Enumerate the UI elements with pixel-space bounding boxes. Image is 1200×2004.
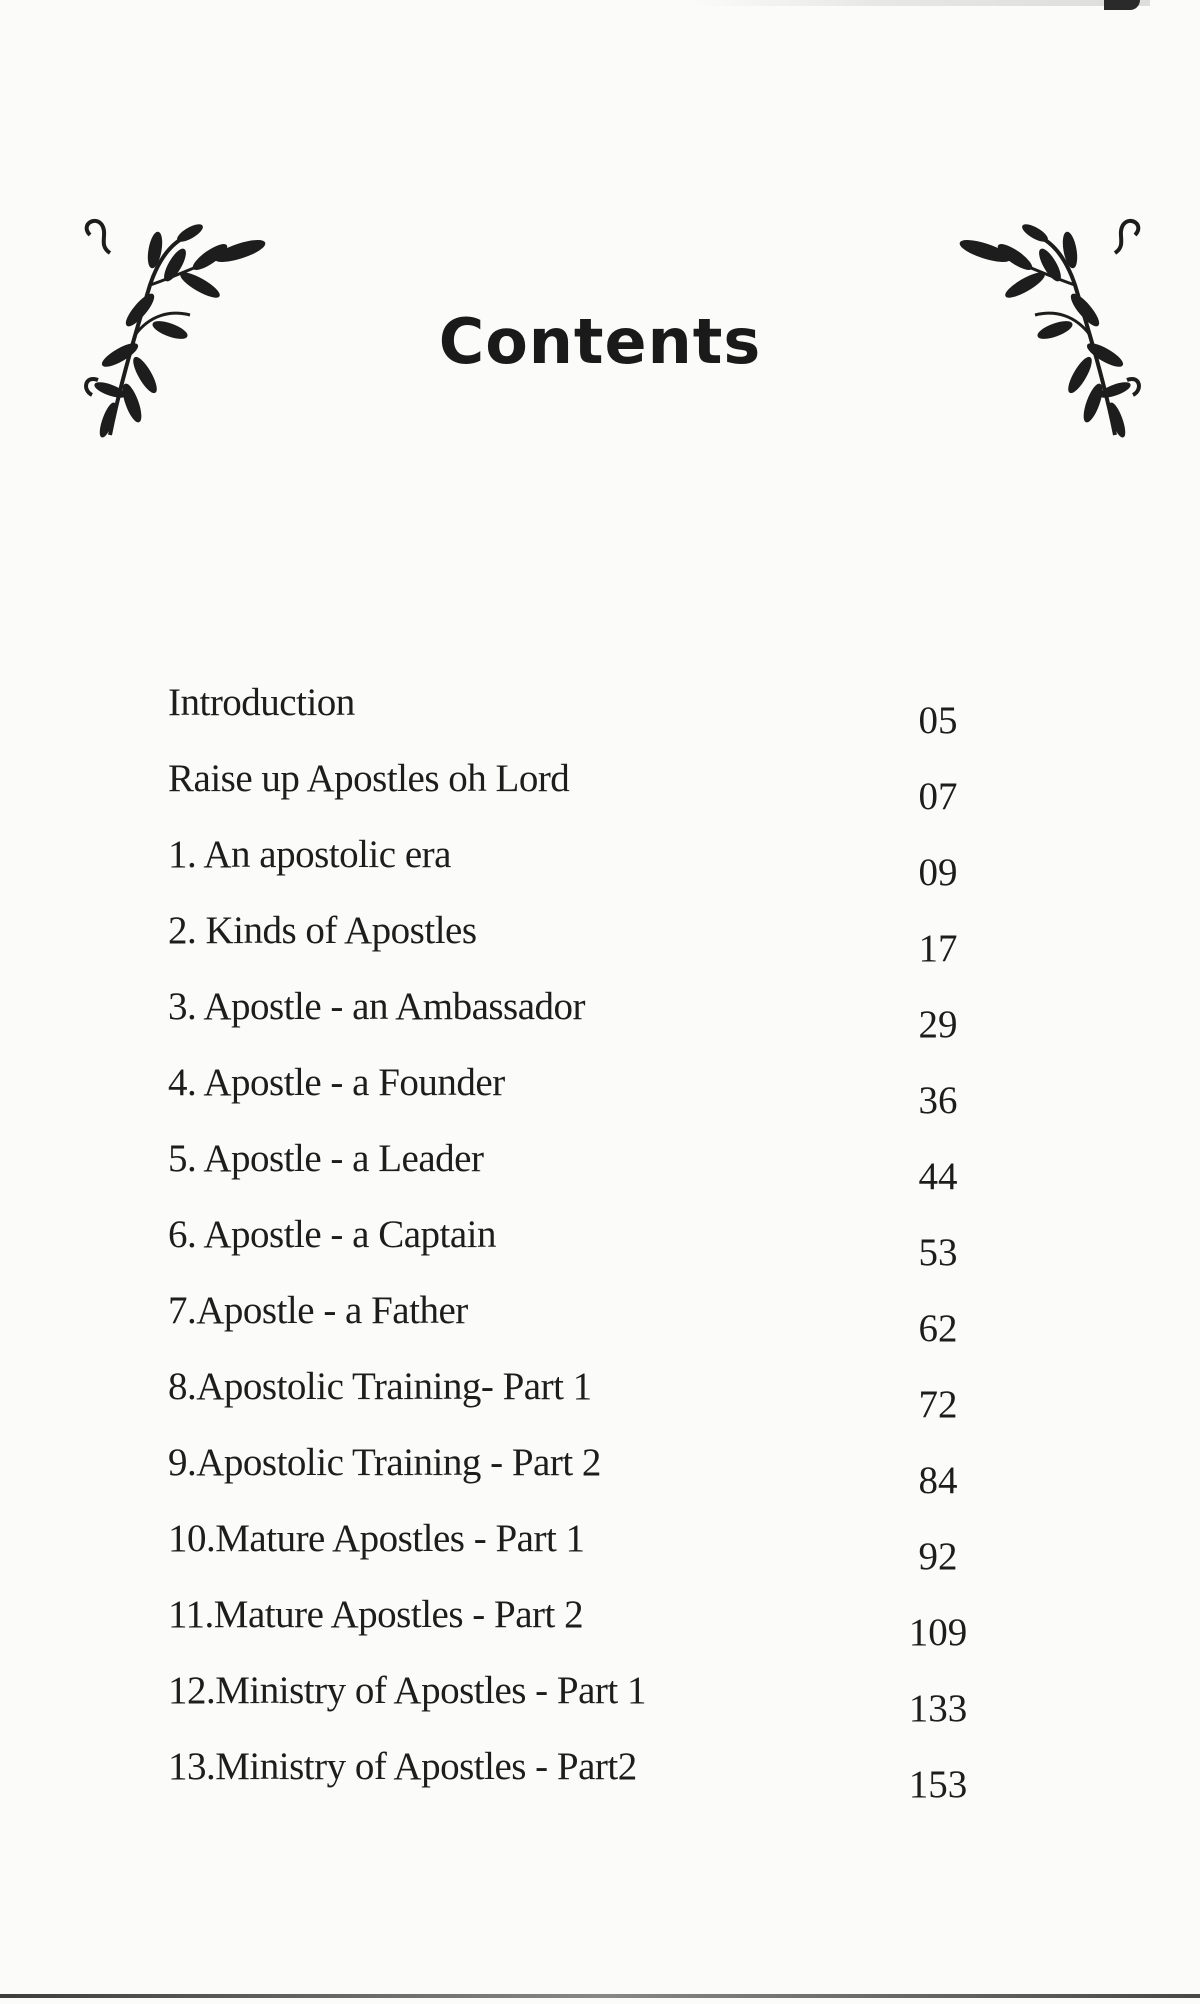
toc-entry-page-number: 17	[918, 927, 958, 970]
toc-entry-title: 1. An apostolic era	[168, 833, 451, 876]
toc-entry[interactable]	[168, 680, 988, 756]
toc-entry[interactable]	[168, 908, 988, 984]
toc-entry-page-number: 36	[918, 1079, 958, 1122]
toc-entry[interactable]	[168, 1060, 988, 1136]
table-of-contents	[168, 680, 988, 1820]
toc-entry-page-number: 09	[918, 851, 958, 894]
toc-entry-page-number: 153	[908, 1763, 968, 1806]
toc-entry[interactable]	[168, 756, 988, 832]
toc-entry[interactable]	[168, 1668, 988, 1744]
toc-entry[interactable]	[168, 1516, 988, 1592]
toc-entry-title: 7.Apostle - a Father	[168, 1289, 468, 1332]
toc-entry[interactable]	[168, 1136, 988, 1212]
toc-entry[interactable]	[168, 984, 988, 1060]
toc-entry[interactable]	[168, 1288, 988, 1364]
toc-entry-page-number: 05	[918, 699, 958, 742]
toc-entry-page-number: 29	[918, 1003, 958, 1046]
toc-entry-page-number: 53	[918, 1231, 958, 1274]
toc-entry[interactable]	[168, 1744, 988, 1820]
toc-entry-title: 2. Kinds of Apostles	[168, 909, 477, 952]
toc-entry-title: 12.Ministry of Apostles - Part 1	[168, 1669, 646, 1712]
toc-entry-page-number: 44	[918, 1155, 958, 1198]
page-title: Contents	[438, 305, 762, 378]
toc-entry-page-number: 62	[918, 1307, 958, 1350]
toc-entry-title: 11.Mature Apostles - Part 2	[168, 1593, 584, 1636]
toc-entry-page-number: 72	[918, 1383, 958, 1426]
toc-entry[interactable]	[168, 1364, 988, 1440]
toc-entry-title: Raise up Apostles oh Lord	[168, 757, 570, 800]
toc-entry-page-number: 07	[918, 775, 958, 818]
toc-entry[interactable]	[168, 1440, 988, 1516]
toc-entry[interactable]	[168, 1212, 988, 1288]
toc-entry-title: 6. Apostle - a Captain	[168, 1213, 497, 1256]
toc-entry-page-number: 84	[918, 1459, 958, 1502]
toc-entry-title: 4. Apostle - a Founder	[168, 1061, 505, 1104]
toc-entry-page-number: 92	[918, 1535, 958, 1578]
toc-entry-title: 3. Apostle - an Ambassador	[168, 985, 586, 1028]
toc-entry-title: Introduction	[168, 681, 355, 724]
scan-shadow	[690, 0, 1150, 6]
toc-entry[interactable]	[168, 832, 988, 908]
toc-entry-page-number: 109	[908, 1611, 968, 1654]
scan-artifact	[1104, 0, 1140, 10]
toc-entry-title: 10.Mature Apostles - Part 1	[168, 1517, 585, 1560]
toc-entry-title: 5. Apostle - a Leader	[168, 1137, 484, 1180]
page-edge-divider	[0, 1994, 1200, 1998]
toc-entry-page-number: 133	[908, 1687, 968, 1730]
toc-entry-title: 13.Ministry of Apostles - Part2	[168, 1745, 637, 1788]
toc-entry-title: 9.Apostolic Training - Part 2	[168, 1441, 601, 1484]
toc-entry[interactable]	[168, 1592, 988, 1668]
toc-entry-title: 8.Apostolic Training- Part 1	[168, 1365, 592, 1408]
